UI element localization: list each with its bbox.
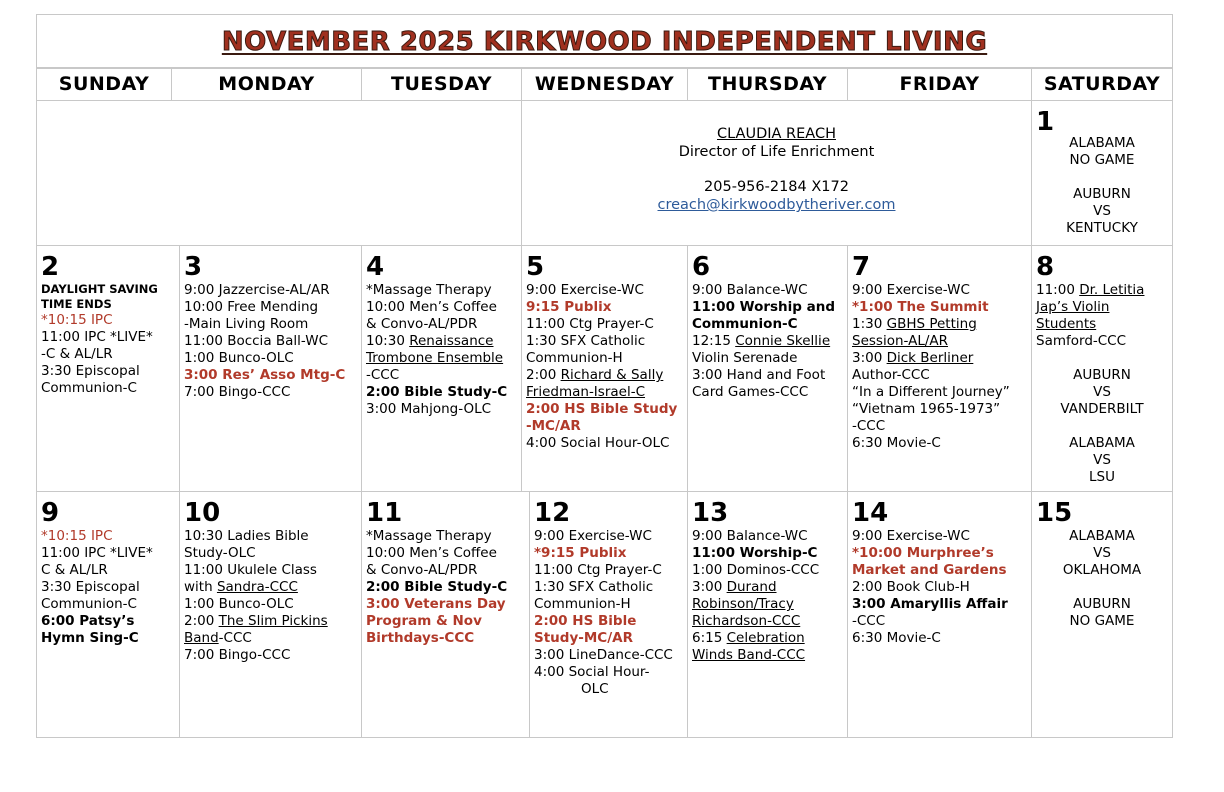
event-time: 2:00 (526, 367, 561, 383)
day-cell-4 (361, 245, 522, 492)
event-time: 11:00 (1036, 282, 1080, 298)
event-line: -CCC (852, 418, 886, 434)
event-line: 3:00 Mahjong-OLC (366, 401, 492, 417)
event-line: 2:00 HS Bible (534, 613, 637, 629)
event-time: 12:15 (692, 333, 736, 349)
day-number: 8 (1036, 252, 1055, 282)
event-line: 9:00 Exercise-WC (852, 282, 970, 298)
event-line: 2:00 HS Bible Study (526, 401, 678, 417)
event-link: Dick Berliner (886, 350, 974, 366)
day-cell-14 (847, 491, 1032, 738)
day-cell-10 (179, 491, 362, 738)
event-line: 9:15 Publix (526, 299, 612, 315)
event-link: Richard & Sally (560, 367, 664, 383)
event-line: LSU (1089, 469, 1115, 485)
event-line: 4:00 Social Hour-OLC (526, 435, 670, 451)
event-line: -Main Living Room (184, 316, 309, 332)
event-line: Card Games-CCC (692, 384, 809, 400)
event-line: 11:00 IPC *LIVE* (41, 545, 153, 561)
event-line (692, 630, 843, 647)
event-line: Communion-C (692, 316, 798, 332)
day-number: 5 (526, 252, 545, 282)
event-line: 1:00 Dominos-CCC (692, 562, 820, 578)
event-line (366, 333, 517, 350)
event-line: & Convo-AL/PDR (366, 316, 478, 332)
event-line: 9:00 Exercise-WC (852, 528, 970, 544)
event-time: 6:15 (692, 630, 727, 646)
event-line: 6:30 Movie-C (852, 435, 941, 451)
event-line: *10:00 Murphree’s (852, 545, 994, 561)
event-line (184, 579, 357, 596)
event-line (184, 630, 357, 647)
blank-cell (36, 100, 522, 246)
event-line: 11:00 Ukulele Class (184, 562, 317, 578)
header-thursday: THURSDAY (687, 68, 848, 101)
event-link: The Slim Pickins (218, 613, 328, 629)
event-line: -CCC (852, 613, 886, 629)
event-line: 3:30 Episcopal (41, 363, 140, 379)
header-sunday: SUNDAY (36, 68, 172, 101)
event-line: Winds Band-CCC (692, 647, 806, 663)
event-line: “In a Different Journey” (852, 384, 1010, 400)
event-line: 7:00 Bingo-CCC (184, 384, 291, 400)
event-line: 2:00 Bible Study-C (366, 384, 508, 400)
event-line: 10:30 Ladies Bible (184, 528, 309, 544)
event-line: 9:00 Balance-WC (692, 528, 808, 544)
event-link: Renaissance (409, 333, 494, 349)
event-line: ALABAMA (1069, 435, 1135, 451)
event-line: 1:30 SFX Catholic (534, 579, 654, 595)
day-cell-15 (1031, 491, 1173, 738)
event-time: 1:30 (852, 316, 887, 332)
day-number: 1 (1036, 107, 1055, 137)
event-line: *Massage Therapy (366, 528, 492, 544)
day-cell-1 (1031, 100, 1173, 246)
event-line: 2:00 Bible Study-C (366, 579, 508, 595)
event-line: & Convo-AL/PDR (366, 562, 478, 578)
event-line: Study-OLC (184, 545, 256, 561)
day-cell-7 (847, 245, 1032, 492)
day-number: 3 (184, 252, 203, 282)
event-line: 9:00 Exercise-WC (534, 528, 652, 544)
day-number: 4 (366, 252, 385, 282)
event-line: Birthdays-CCC (366, 630, 475, 646)
day-cell-12 (529, 491, 688, 738)
event-text: with (184, 579, 217, 595)
event-line: Trombone Ensemble (366, 350, 504, 366)
event-line: 6:00 Patsy’s (41, 613, 135, 629)
event-line (526, 367, 683, 384)
event-line: NO GAME (1069, 152, 1135, 168)
event-line: 1:00 Bunco-OLC (184, 596, 294, 612)
event-line: AUBURN (1073, 596, 1131, 612)
event-line: *Massage Therapy (366, 282, 492, 298)
event-line: 3:00 LineDance-CCC (534, 647, 673, 663)
event-line: Program & Nov (366, 613, 482, 629)
event-line: Communion-H (526, 350, 623, 366)
day-cell-6 (687, 245, 848, 492)
event-line: Hymn Sing-C (41, 630, 139, 646)
event-line: 10:00 Free Mending (184, 299, 319, 315)
calendar-title: NOVEMBER 2025 KIRKWOOD INDEPENDENT LIVING (221, 27, 988, 57)
event-link: Dr. Letitia (1079, 282, 1145, 298)
event-line: 10:00 Men’s Coffee (366, 545, 497, 561)
event-time: 3:00 (692, 579, 727, 595)
event-line: TIME ENDS (41, 297, 112, 311)
event-text: -CCC (218, 630, 252, 646)
event-link: Celebration (726, 630, 805, 646)
day-number: 13 (692, 498, 729, 528)
event-line: 1:30 SFX Catholic (526, 333, 646, 349)
header-monday: MONDAY (171, 68, 362, 101)
event-link: Durand (726, 579, 777, 595)
event-line: *1:00 The Summit (852, 299, 989, 315)
event-line: 9:00 Jazzercise-AL/AR (184, 282, 330, 298)
event-link: Band (184, 630, 219, 646)
event-line (184, 613, 357, 630)
event-line: Author-CCC (852, 367, 930, 383)
event-line: 3:00 Hand and Foot (692, 367, 826, 383)
event-line: VS (1093, 384, 1111, 400)
event-time: 3:00 (852, 350, 887, 366)
event-line: KENTUCKY (1066, 220, 1138, 236)
contact-phone: 205-956-2184 X172 (704, 179, 849, 195)
event-line: ALABAMA (1069, 528, 1135, 544)
day-number: 14 (852, 498, 889, 528)
event-line: Communion-H (534, 596, 631, 612)
day-cell-3 (179, 245, 362, 492)
event-line: 7:00 Bingo-CCC (184, 647, 291, 663)
event-line: 2:00 Book Club-H (852, 579, 970, 595)
event-line: AUBURN (1073, 367, 1131, 383)
event-line: OKLAHOMA (1062, 562, 1142, 578)
day-number: 6 (692, 252, 711, 282)
event-line: VS (1093, 452, 1111, 468)
event-line (852, 316, 1027, 333)
event-line: 11:00 IPC *LIVE* (41, 329, 153, 345)
event-line: 6:30 Movie-C (852, 630, 941, 646)
event-line (692, 333, 843, 350)
event-line: 11:00 Ctg Prayer-C (534, 562, 662, 578)
event-line: -CCC (366, 367, 400, 383)
event-line: C & AL/LR (41, 562, 108, 578)
day-number: 7 (852, 252, 871, 282)
event-line: Robinson/Tracy (692, 596, 794, 612)
day-number: 11 (366, 498, 403, 528)
event-line: Study-MC/AR (534, 630, 633, 646)
event-line: 11:00 Worship and (692, 299, 836, 315)
event-line: Samford-CCC (1036, 333, 1127, 349)
event-line: 9:00 Exercise-WC (526, 282, 644, 298)
event-line: Communion-C (41, 596, 137, 612)
header-saturday: SATURDAY (1031, 68, 1173, 101)
event-line: 4:00 Social Hour- (534, 664, 650, 680)
event-line: VS (1093, 203, 1111, 219)
day-cell-13 (687, 491, 848, 738)
event-line: 11:00 Worship-C (692, 545, 818, 561)
event-line: 1:00 Bunco-OLC (184, 350, 294, 366)
event-time: 10:30 (366, 333, 410, 349)
event-line: 9:00 Balance-WC (692, 282, 808, 298)
event-line: 3:00 Amaryllis Affair (852, 596, 1008, 612)
event-line: ALABAMA (1069, 135, 1135, 151)
event-line: OLC (581, 681, 609, 697)
day-cell-8 (1031, 245, 1173, 492)
event-time: 2:00 (184, 613, 219, 629)
event-link: GBHS Petting (886, 316, 977, 332)
event-line: *10:15 IPC (41, 528, 113, 544)
event-line: Market and Gardens (852, 562, 1007, 578)
event-line: 3:00 Res’ Asso Mtg-C (184, 367, 346, 383)
event-line: Session-AL/AR (852, 333, 949, 349)
day-cell-9 (36, 491, 180, 738)
title-box (36, 14, 1173, 68)
event-link: Sandra-CCC (216, 579, 298, 595)
event-line: 3:30 Episcopal (41, 579, 140, 595)
event-line: 11:00 Ctg Prayer-C (526, 316, 654, 332)
day-cell-2 (36, 245, 180, 492)
event-line: Communion-C (41, 380, 137, 396)
day-number: 2 (41, 252, 60, 282)
event-line: *9:15 Publix (534, 545, 627, 561)
event-line: Students (1036, 316, 1097, 332)
day-number: 12 (534, 498, 571, 528)
header-tuesday: TUESDAY (361, 68, 522, 101)
event-line: VS (1093, 545, 1111, 561)
event-line: Jap’s Violin (1036, 299, 1110, 315)
event-line: Richardson-CCC (692, 613, 801, 629)
day-number: 10 (184, 498, 221, 528)
event-line: 11:00 Boccia Ball-WC (184, 333, 329, 349)
contact-role: Director of Life Enrichment (678, 144, 875, 160)
event-link: Connie Skellie (735, 333, 831, 349)
event-line (852, 350, 1027, 367)
event-line: AUBURN (1073, 186, 1131, 202)
event-line: *10:15 IPC (41, 312, 113, 328)
day-number: 15 (1036, 498, 1073, 528)
event-line: Violin Serenade (692, 350, 798, 366)
event-line: NO GAME (1069, 613, 1135, 629)
event-line: VANDERBILT (1060, 401, 1144, 417)
event-line: DAYLIGHT SAVING (41, 282, 158, 296)
contact-cell (521, 100, 1032, 246)
event-line: Friedman-Israel-C (526, 384, 646, 400)
header-friday: FRIDAY (847, 68, 1032, 101)
event-line: 10:00 Men’s Coffee (366, 299, 497, 315)
event-line (1036, 282, 1168, 299)
event-line: 3:00 Veterans Day (366, 596, 506, 612)
event-line: -MC/AR (526, 418, 581, 434)
contact-name: CLAUDIA REACH (717, 126, 836, 142)
day-number: 9 (41, 498, 60, 528)
event-line: -C & AL/LR (41, 346, 113, 362)
contact-email-link[interactable]: creach@kirkwoodbytheriver.com (657, 197, 896, 213)
day-cell-5 (521, 245, 688, 492)
event-line: “Vietnam 1965-1973” (852, 401, 1001, 417)
day-cell-11 (361, 491, 530, 738)
header-wednesday: WEDNESDAY (521, 68, 688, 101)
event-line (692, 579, 843, 596)
